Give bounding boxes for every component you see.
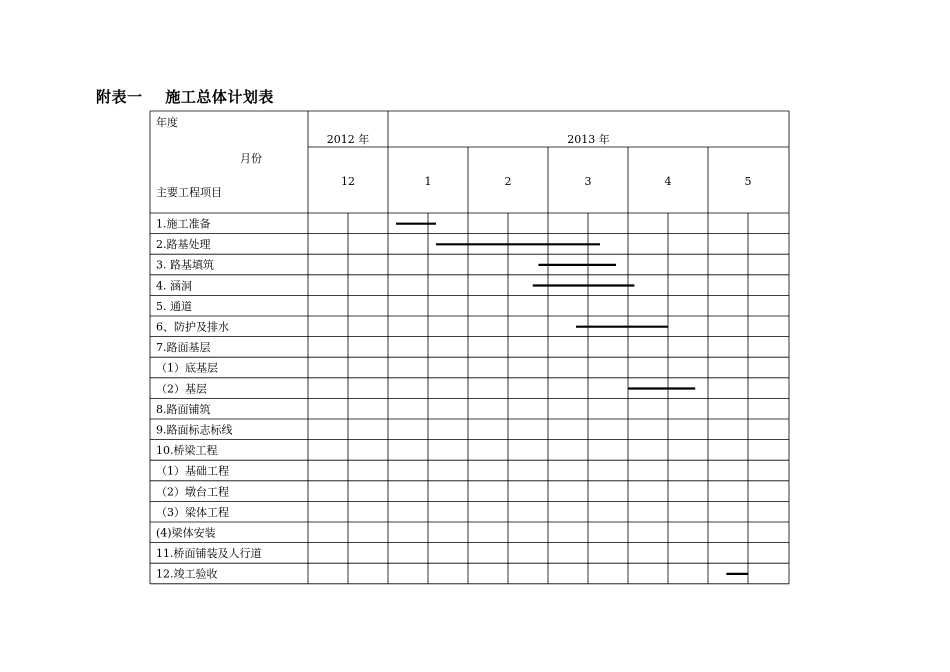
- row-label: 4. 涵洞: [156, 279, 192, 293]
- month-label: 5: [744, 175, 752, 188]
- row-label: 8.路面铺筑: [156, 402, 211, 416]
- row-label: （3）梁体工程: [156, 505, 229, 519]
- row-label: （2）墩台工程: [156, 485, 229, 499]
- corner-year-label: 年度: [156, 116, 178, 129]
- corner-item-label: 主要工程项目: [156, 186, 222, 199]
- year-label: 2012 年: [326, 133, 370, 146]
- row-label: (4)梁体安装: [156, 526, 216, 540]
- row-label: 5. 通道: [156, 299, 192, 313]
- row-label: 7.路面基层: [156, 341, 211, 355]
- row-label: 6、防护及排水: [156, 320, 229, 334]
- year-label: 2013 年: [567, 133, 610, 146]
- row-label: 2.路基处理: [156, 238, 211, 252]
- table-text: [156, 115, 752, 581]
- row-label: （1）基础工程: [156, 464, 229, 478]
- month-label: 1: [424, 175, 432, 188]
- row-label: 10.桥梁工程: [156, 444, 218, 458]
- row-label: 3. 路基填筑: [156, 258, 214, 272]
- month-label: 2: [504, 175, 512, 188]
- month-label: 4: [664, 175, 672, 188]
- row-label: （2）基层: [156, 382, 207, 396]
- month-label: 12: [341, 175, 355, 188]
- table-grid: [150, 111, 789, 584]
- page-title: 附表一 施工总体计划表: [96, 88, 274, 106]
- month-label: 3: [584, 175, 592, 188]
- row-label: 9.路面标志标线: [156, 423, 233, 437]
- row-label: 12.竣工验收: [156, 567, 218, 581]
- corner-month-label: 月份: [240, 152, 262, 165]
- row-label: 11.桥面铺装及人行道: [156, 547, 262, 561]
- row-label: （1）底基层: [156, 361, 218, 375]
- schedule-bars: [396, 224, 748, 574]
- row-label: 1.施工准备: [156, 217, 211, 231]
